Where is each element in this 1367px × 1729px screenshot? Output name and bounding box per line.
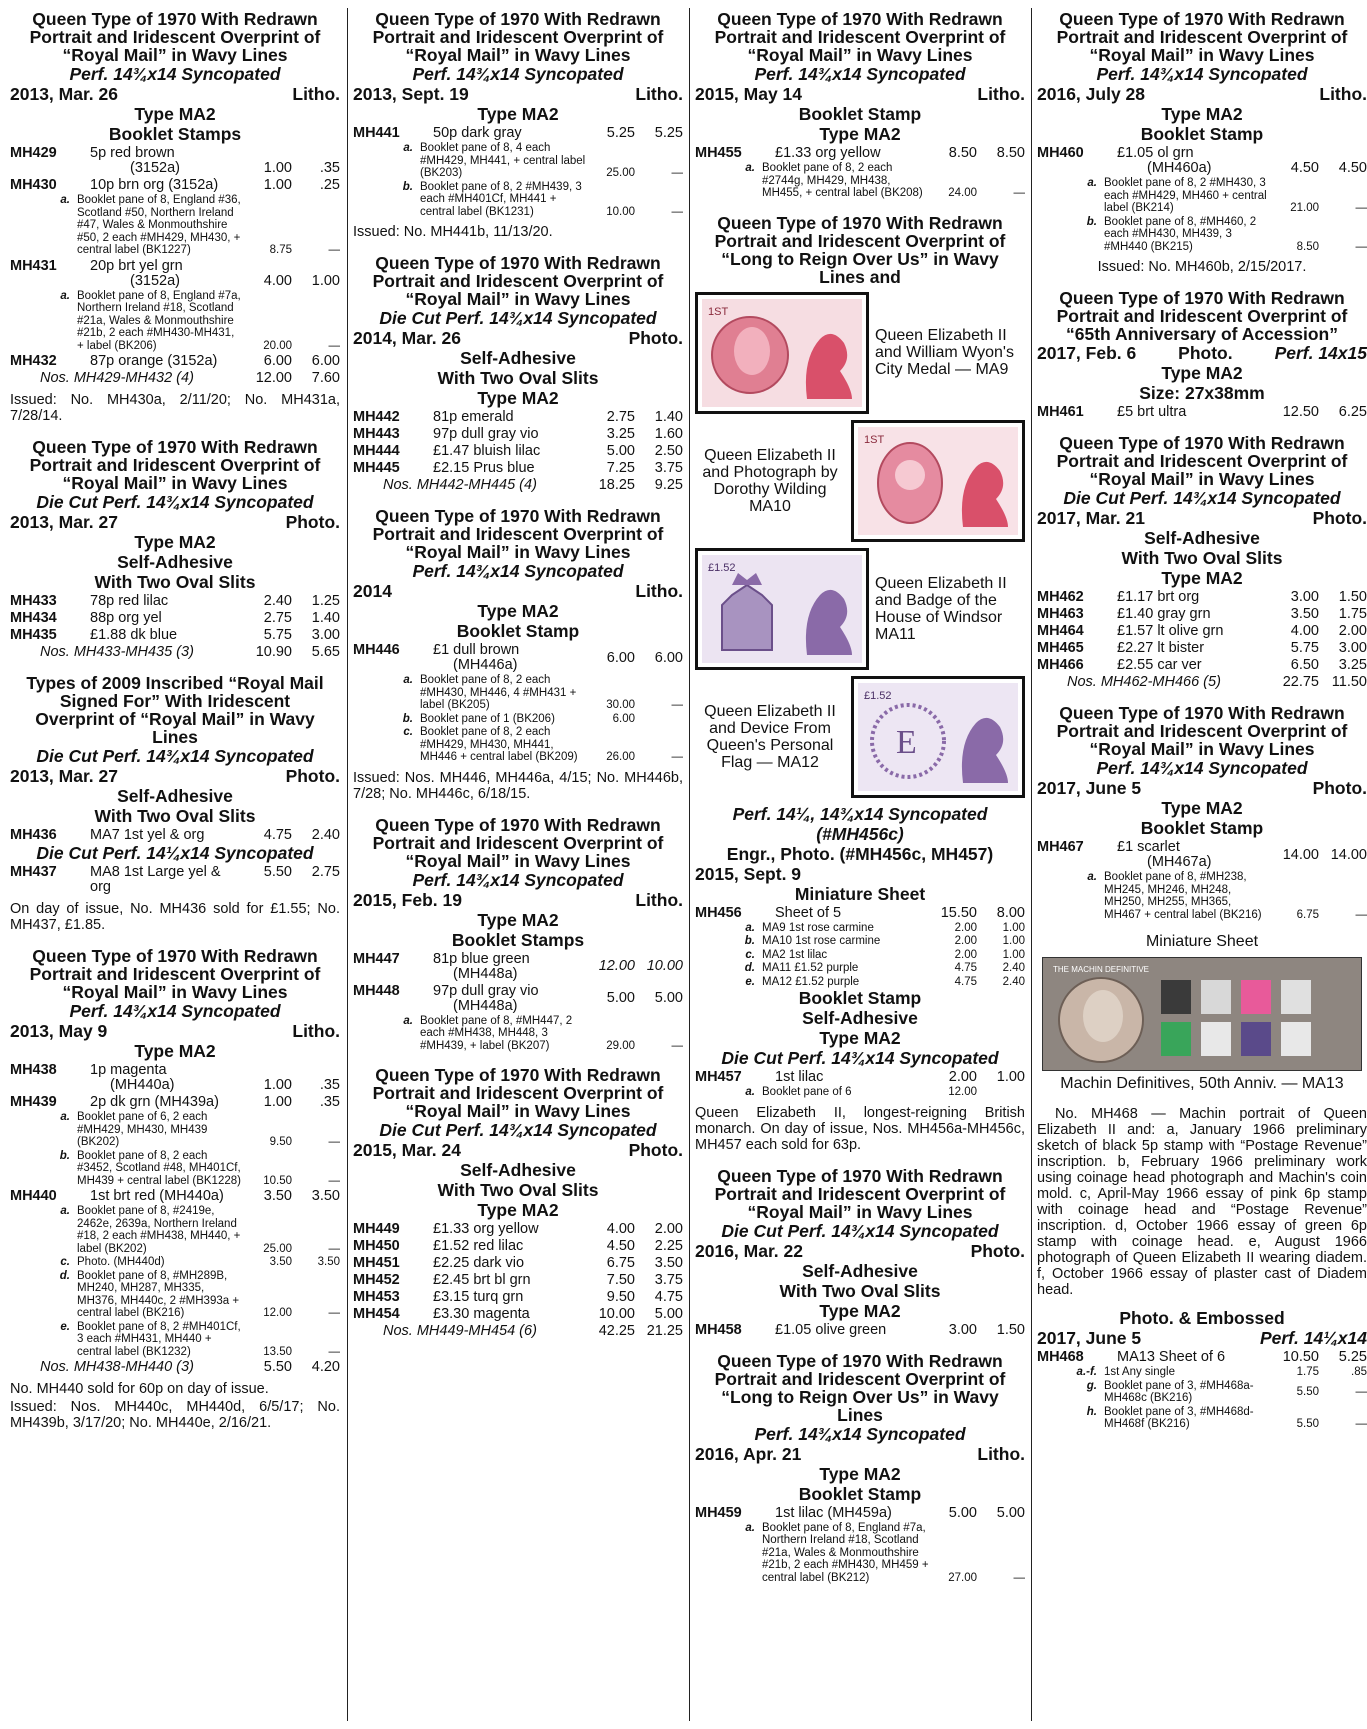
perf-line: Perf. 14¾x14 Syncopated	[754, 64, 966, 84]
type-line: Self-Adhesive	[117, 786, 233, 806]
type-line: Type MA2	[477, 1200, 559, 1220]
sub-row: a. Booklet pane of 8, #MH238, MH245, MH246, MH248, MH250, MH255, MH365, MH467 + central label (BK216) 6.75 —	[1087, 871, 1367, 921]
stamp-row: MH451 £2.25 dark vio 6.75 3.50	[353, 1255, 683, 1271]
type-line: Type MA2	[819, 1463, 901, 1484]
perf-line: Perf. 14¾x14 Syncopated	[412, 561, 624, 581]
perf-line: Die Cut Perf. 14¾x14 Syncopated	[36, 746, 314, 766]
perf-line: Die Cut Perf. 14¾x14 Syncopated	[36, 492, 314, 512]
listing-block	[353, 10, 683, 240]
stamp-row: MH435 £1.88 dk blue 5.75 3.00	[10, 627, 340, 643]
stamp-figure	[695, 420, 1025, 542]
stamp-row: MH464 £1.57 lt olive grn 4.00 2.00	[1037, 623, 1367, 639]
heading: Queen Type of 1970 With Redrawn Portrait and Iridescent Overprint of “Royal Mail” in Wavy Lines	[29, 946, 321, 1002]
type-line: Type MA2	[819, 124, 901, 144]
stamp-row: MH454 £3.30 magenta 10.00 5.00	[353, 1306, 683, 1322]
type-line: Type MA2	[1161, 798, 1243, 818]
stamp-row: MH433 78p red lilac 2.40 1.25	[10, 593, 340, 609]
heading: Queen Type of 1970 With Redrawn Portrait and Iridescent Overprint of “Royal Mail” in Wavy Lines	[714, 9, 1006, 65]
type-line: Self-Adhesive	[802, 1260, 918, 1281]
stamp-row: MH455 £1.33 org yellow 8.50 8.50	[695, 145, 1025, 161]
type-line: Self-Adhesive	[460, 1160, 576, 1180]
listing-block	[10, 438, 340, 660]
type-line: Booklet Stamp	[456, 621, 580, 641]
sub-row: d. MA11 £1.52 purple 4.75 2.40	[744, 962, 1025, 974]
stamp-row: MH431 20p brt yel grn (3152a) 4.00 1.00	[10, 257, 340, 289]
heading: Queen Type of 1970 With Redrawn Portrait and Iridescent Overprint of “Royal Mail” in Wavy Lines	[372, 814, 664, 871]
heading: Queen Type of 1970 With Redrawn Portrait and Iridescent Overprint of “Royal Mail” in Wavy Lines	[1056, 9, 1348, 65]
type-line: Self-Adhesive	[460, 348, 576, 368]
type-line: Type MA2	[477, 104, 559, 124]
stamp-row: MH440 1st brt red (MH440a) 3.50 3.50	[10, 1188, 340, 1204]
sub-row: e. MA12 £1.52 purple 4.75 2.40	[745, 975, 1025, 988]
type-line: With Two Oval Slits	[437, 1180, 599, 1200]
date-line: 2016, Apr. 21 Litho.	[695, 1443, 1025, 1464]
stamp-row: MH465 £2.27 lt bister 5.75 3.00	[1037, 640, 1367, 656]
listing-block	[10, 674, 340, 933]
heading: Queen Type of 1970 With Redrawn Portrait and Iridescent Overprint of “Royal Mail” in Wavy Lines	[29, 437, 321, 493]
stamp-row: MH439 2p dk grn (MH439a) 1.00 .35	[10, 1094, 340, 1110]
column-rule	[1031, 8, 1032, 1721]
stamp-row: MH430 10p brn org (3152a) 1.00 .25	[10, 177, 340, 193]
date-line: 2013, Mar. 27 Photo.	[10, 512, 340, 532]
sub-row: a. Booklet pane of 8, 2 each #MH430, MH446, 4 #MH431 + label (BK205) 30.00 —	[403, 674, 683, 711]
stamp-row: MH453 £3.15 turq grn 9.50 4.75	[353, 1289, 683, 1305]
date-line: 2015, Feb. 19 Litho.	[353, 889, 683, 910]
sub-row: a. Booklet pane of 6, 2 each #MH429, MH430, MH439 (BK202) 9.50 —	[60, 1111, 340, 1148]
heading: Queen Type of 1970 With Redrawn Portrait and Iridescent Overprint of “Royal Mail” in Wavy Lines	[1056, 703, 1348, 759]
column-3	[695, 10, 1025, 1598]
sub-row: a. Booklet pane of 6 12.00	[745, 1086, 977, 1098]
stamp-image-ma9	[695, 292, 869, 414]
miniature-sheet-image	[1042, 957, 1362, 1071]
sub-row: d. Booklet pane of 8, #MH289B, MH240, MH287, MH335, MH376, MH440c, 2 #MH393a + central label (BK216) 12.00 —	[59, 1269, 340, 1319]
column-2	[353, 10, 683, 1353]
sub-row: a. Booklet pane of 8, 4 each #MH429, MH441, + central label (BK203) 25.00 —	[403, 142, 683, 179]
perf-line: Die Cut Perf. 14¾x14 Syncopated	[721, 1048, 999, 1068]
listing-block	[10, 947, 340, 1431]
date-line: 2015, Sept. 9	[695, 863, 802, 884]
stamp-row: MH467 £1 scarlet (MH467a) 14.00 14.00	[1037, 839, 1367, 870]
listing-block	[353, 507, 683, 802]
date-line: 2014 Litho.	[353, 581, 683, 601]
sub-row: a. Booklet pane of 8, England #7a, Northern Ireland #18, Scotland #21a, Wales & Monmouthshire #21b, 2 each #MH430-MH431, + label (BK206) 20.00 —	[60, 289, 340, 352]
column-4	[1037, 10, 1367, 1445]
perf-line: Die Cut Perf. 14¾x14 Syncopated	[379, 308, 657, 328]
date-line: 2013, Mar. 27 Photo.	[10, 766, 340, 786]
stamp-row: MH468 MA13 Sheet of 6 10.50 5.25	[1037, 1349, 1367, 1365]
stamp-image-ma12	[851, 676, 1025, 798]
stamp-row: MH443 97p dull gray vio 3.25 1.60	[353, 426, 683, 442]
listing-block	[695, 10, 1025, 200]
type-line: With Two Oval Slits	[94, 572, 256, 592]
sub-row: a. MA9 1st rose carmine 2.00 1.00	[745, 921, 1025, 934]
stamp-row: MH447 81p blue green (MH448a) 12.00 10.00	[353, 950, 683, 982]
stamp-figure	[695, 292, 1025, 414]
type-line: Type MA2	[1161, 568, 1243, 588]
sub-row: a.-f. 1st Any single 1.75 .85	[1076, 1366, 1367, 1378]
date-line: 2013, May 9 Litho.	[10, 1021, 340, 1041]
date-line: 2017, Feb. 6 Photo. Perf. 14x15	[1037, 343, 1367, 363]
heading: Queen Type of 1970 With Redrawn Portrait and Iridescent Overprint of “Royal Mail” in Wavy Lines	[29, 9, 321, 65]
stamp-row: MH449 £1.33 org yellow 4.00 2.00	[353, 1221, 683, 1237]
type-line: Photo. & Embossed	[1119, 1308, 1285, 1328]
miniature-sheet-caption: Machin Definitives, 50th Anniv. — MA13	[1060, 1075, 1344, 1092]
heading: Queen Type of 1970 With Redrawn Portrait and Iridescent Overprint of “Long to Reign Over Us” in Wavy Lines and	[714, 212, 1006, 287]
date-line: 2017, Mar. 21 Photo.	[1037, 508, 1367, 528]
date-line: 2014, Mar. 26 Photo.	[353, 328, 683, 348]
stamp-denomination: 1ST	[708, 305, 729, 318]
type-line: Self-Adhesive	[1144, 528, 1260, 548]
stamp-row: MH460 £1.05 ol grn (MH460a) 4.50 4.50	[1037, 145, 1367, 176]
type-line: Self-Adhesive	[802, 1008, 918, 1028]
note: Issued: No. MH460b, 2/15/2017.	[1097, 259, 1307, 275]
perf-line: Die Cut Perf. 14¼x14 Syncopated	[36, 843, 314, 863]
note: Issued: No. MH441b, 11/13/20.	[353, 224, 553, 240]
perf-line: (#MH456c)	[816, 823, 904, 844]
perf-line: Perf. 14¾x14 Syncopated	[1096, 64, 1308, 84]
sub-row: a. Booklet pane of 8, England #36, Scotland #50, Northern Ireland #47, Wales & Monmouthshire #50, 2 each #MH429, MH430, + central label (BK1227) 8.75 —	[60, 194, 340, 256]
total-row: Nos. MH429-MH432 (4) 12.00 7.60	[40, 370, 340, 386]
type-line: Type MA2	[134, 532, 216, 552]
heading: Queen Type of 1970 With Redrawn Portrait and Iridescent Overprint of “Royal Mail” in Wavy Lines	[372, 506, 664, 562]
figure-caption: Queen Elizabeth II and Badge of the House of Windsor MA11	[875, 574, 1007, 643]
date-line: 2017, June 5 Photo.	[1037, 778, 1367, 798]
type-line: Size: 27x38mm	[1139, 383, 1265, 403]
perf-line: Perf. 14¾x14 Syncopated	[754, 1423, 966, 1444]
stamp-row: MH448 97p dull gray vio (MH448a) 5.00 5.00	[353, 982, 683, 1014]
perf-line: Perf. 14¾x14 Syncopated	[69, 64, 281, 84]
listing-block	[10, 10, 340, 424]
type-line: Type MA2	[134, 104, 216, 124]
figure-caption: Queen Elizabeth II and Photograph by Dorothy Wilding MA10	[702, 446, 838, 515]
heading: Queen Type of 1970 With Redrawn Portrait and Iridescent Overprint of “Royal Mail” in Wavy Lines	[1056, 433, 1348, 489]
sub-row: a. Booklet pane of 8, #2419e, 2462e, 2639a, Northern Ireland #18, 2 each #MH438, MH440, + label (BK202) 25.00 —	[60, 1205, 340, 1255]
stamp-row: MH452 £2.45 brt bl grn 7.50 3.75	[353, 1272, 683, 1288]
sub-row: h. Booklet pane of 3, #MH468d-MH468f (BK216) 5.50 —	[1086, 1405, 1367, 1430]
listing-block	[1037, 704, 1367, 1431]
stamp-row: MH466 £2.55 car ver 6.50 3.25	[1037, 657, 1367, 673]
figure-caption: Queen Elizabeth II and Device From Queen's Personal Flag — MA12	[704, 702, 836, 771]
type-line: With Two Oval Slits	[1121, 548, 1283, 568]
note: On day of issue, No. MH436 sold for £1.55; No. MH437, £1.85.	[10, 901, 340, 933]
total-row: Nos. MH462-MH466 (5) 22.75 11.50	[1067, 674, 1367, 690]
stamp-row: MH437 MA8 1st Large yel & org 5.50 2.75	[10, 864, 340, 895]
heading: Queen Type of 1970 With Redrawn Portrait and Iridescent Overprint of “Long to Reign Over Us” in Wavy Lines	[714, 1350, 1006, 1425]
type-line: With Two Oval Slits	[779, 1280, 941, 1301]
sub-row: c. Booklet pane of 8, 2 each #MH429, MH430, MH441, MH446 + central label (BK209) 26.00 —	[403, 726, 683, 763]
stamp-row: MH438 1p magenta (MH440a) 1.00 .35	[10, 1062, 340, 1093]
type-line: Booklet Stamp	[1140, 818, 1264, 838]
type-line: Type MA2	[477, 601, 559, 621]
stamp-row: MH461 £5 brt ultra 12.50 6.25	[1037, 404, 1367, 420]
sub-row: b. Booklet pane of 1 (BK206) 6.00	[402, 712, 635, 725]
date-line: 2013, Sept. 19 Litho.	[353, 84, 683, 104]
note: No. MH440 sold for 60p on day of issue.	[10, 1381, 269, 1397]
stamp-row: MH463 £1.40 gray grn 3.50 1.75	[1037, 606, 1367, 622]
stamp-row: MH458 £1.05 olive green 3.00 1.50	[695, 1321, 1025, 1338]
type-line: Booklet Stamp	[798, 104, 922, 124]
stamp-figure	[695, 676, 1025, 798]
stamp-row: MH441 50p dark gray 5.25 5.25	[353, 125, 683, 141]
note: Issued: Nos. MH440c, MH440d, 6/5/17; No. MH439b, 3/17/20; No. MH440e, 2/16/21.	[10, 1399, 340, 1431]
stamp-row: MH462 £1.17 brt org 3.00 1.50	[1037, 589, 1367, 605]
type-line: Booklet Stamps	[451, 929, 585, 950]
sub-row: b. Booklet pane of 8, 2 each #3452, Scotland #48, MH401Cf, MH439 + central label (BK1228) 10.50 —	[59, 1149, 340, 1187]
sub-row: b. Booklet pane of 8, #MH460, 2 each #MH430, MH439, 3 #MH440 (BK215) 8.50 —	[1086, 215, 1367, 253]
total-row: Nos. MH449-MH454 (6) 42.25 21.25	[383, 1323, 683, 1339]
sub-row: e. Booklet pane of 8, 2 #MH401Cf, 3 each #MH431, MH440 + central label (BK1232) 13.50 —	[60, 1320, 340, 1358]
sub-row: c. MA2 1st lilac 2.00 1.00	[745, 948, 1025, 961]
type-line: Type MA2	[477, 909, 559, 930]
stamp-row: MH445 £2.15 Prus blue 7.25 3.75	[353, 460, 683, 476]
listing-block	[695, 1167, 1025, 1338]
miniature-sheet-label: Miniature Sheet	[1145, 933, 1259, 950]
listing-block	[695, 1352, 1025, 1585]
type-line: Booklet Stamp	[798, 988, 922, 1008]
stamp-row: MH446 £1 dull brown (MH446a) 6.00 6.00	[353, 642, 683, 673]
note: Issued: Nos. MH446, MH446a, 4/15; No. MH446b, 7/28; No. MH446c, 6/18/15.	[353, 769, 683, 802]
sub-row: c. Photo. (MH440d) 3.50 3.50	[60, 1256, 340, 1268]
stamp-letter: E	[896, 723, 917, 761]
type-line: Type MA2	[1161, 363, 1243, 383]
sub-row: a. Booklet pane of 8, 2 #MH430, 3 each #MH429, MH460 + central label (BK214) 21.00 —	[1087, 177, 1367, 214]
type-line: Booklet Stamps	[108, 124, 242, 144]
listing-block	[1037, 10, 1367, 275]
total-row: Nos. MH442-MH445 (4) 18.25 9.25	[383, 477, 683, 493]
listing-block	[353, 1066, 683, 1339]
listing-block	[1037, 289, 1367, 420]
type-line: Self-Adhesive	[117, 552, 233, 572]
heading: Queen Type of 1970 With Redrawn Portrait and Iridescent Overprint of “Royal Mail” in Wavy Lines	[372, 9, 664, 65]
column-rule	[347, 8, 348, 1721]
date-line: 2016, July 28 Litho.	[1037, 84, 1367, 104]
sub-row: b. Booklet pane of 8, 2 #MH439, 3 each #MH401Cf, MH441 + central label (BK1231) 10.00 —	[402, 180, 683, 218]
sheet-title: THE MACHIN DEFINITIVE	[1053, 965, 1150, 974]
stamp-figure	[695, 548, 1025, 670]
column-rule	[689, 8, 690, 1721]
total-row: Nos. MH433-MH435 (3) 10.90 5.65	[40, 644, 340, 660]
sub-row: g. Booklet pane of 3, #MH468a-MH468c (BK216) 5.50 —	[1086, 1379, 1367, 1404]
stamp-row: MH457 1st lilac 2.00 1.00	[695, 1069, 1025, 1085]
type-line: Booklet Stamp	[1140, 124, 1264, 144]
perf-line: Perf. 14¼, 14¾x14 Syncopated	[732, 803, 988, 824]
date-line: 2013, Mar. 26 Litho.	[10, 84, 340, 104]
note: Queen Elizabeth II, longest-reigning British monarch. On day of issue, Nos. MH456a-MH456c, MH457 each sold for 63p.	[695, 1104, 1025, 1153]
type-line: Type MA2	[1161, 104, 1243, 124]
type-line: With Two Oval Slits	[94, 806, 256, 826]
sub-row: b. MA10 1st rose carmine 2.00 1.00	[744, 935, 1025, 947]
listing-block	[695, 214, 1025, 1153]
stamp-row: MH436 MA7 1st yel & org 4.75 2.40	[10, 827, 340, 843]
listing-block	[1037, 434, 1367, 690]
stamp-row: MH432 87p orange (3152a) 6.00 6.00	[10, 353, 340, 369]
listing-block	[353, 254, 683, 493]
perf-line: Perf. 14¾x14 Syncopated	[1096, 758, 1308, 778]
paragraph: No. MH468 — Machin portrait of Queen Elizabeth II and: a, January 1966 preliminary sketch of black 5p stamp with “Postage Revenue” inscription. b, February 1966 preliminary work using coinage head photograph and Machin's coin mold. c, April-May 1966 essay of pink 6p stamp with coinage head and “Postage Revenue” inscription. d, October 1966 essay of green 6p stamp with coinage head. e, August 1966 photograph of Queen Elizabeth II wearing diadem. f, October 1966 essay of plaster cast of Diadem head.	[1037, 1106, 1367, 1298]
stamp-row: MH459 1st lilac (MH459a) 5.00 5.00	[695, 1504, 1025, 1521]
sub-row: a. Booklet pane of 8, #MH447, 2 each #MH438, MH448, 3 #MH439, + label (BK207) 29.00 —	[403, 1014, 683, 1052]
stamp-denomination: £1.52	[864, 689, 892, 702]
stamp-row: MH434 88p org yel 2.75 1.40	[10, 610, 340, 626]
type-line: Booklet Stamp	[798, 1483, 922, 1504]
process-line: Engr., Photo. (#MH456c, MH457)	[726, 843, 994, 864]
perf-line: Die Cut Perf. 14¾x14 Syncopated	[1063, 488, 1341, 508]
perf-line: Perf. 14¾x14 Syncopated	[69, 1001, 281, 1021]
listing-block	[353, 816, 683, 1053]
perf-line: Die Cut Perf. 14¾x14 Syncopated	[379, 1120, 657, 1140]
perf-line: Die Cut Perf. 14¾x14 Syncopated	[721, 1220, 999, 1241]
stamp-denomination: 1ST	[864, 433, 885, 446]
heading: Queen Type of 1970 With Redrawn Portrait and Iridescent Overprint of “65th Anniversary of Accession”	[1056, 288, 1348, 344]
heading: Queen Type of 1970 With Redrawn Portrait and Iridescent Overprint of “Royal Mail” in Wavy Lines	[372, 1065, 664, 1121]
column-1	[10, 10, 340, 1445]
type-line: Type MA2	[819, 1028, 901, 1048]
note: Issued: No. MH430a, 2/11/20; No. MH431a, 7/28/14.	[10, 392, 340, 424]
stamp-image-ma10	[851, 420, 1025, 542]
stamp-image-ma11	[695, 548, 869, 670]
heading: Types of 2009 Inscribed “Royal Mail Signed For” With Iridescent Overprint of “Royal Mail” in Wavy Lines	[26, 673, 324, 747]
figure-caption: Queen Elizabeth II and William Wyon's City Medal — MA9	[875, 327, 1014, 378]
stamp-row: MH429 5p red brown (3152a) 1.00 .35	[10, 145, 340, 176]
heading: Queen Type of 1970 With Redrawn Portrait and Iridescent Overprint of “Royal Mail” in Wavy Lines	[714, 1165, 1006, 1222]
sub-row: a. Booklet pane of 8, England #7a, Northern Ireland #18, Scotland #21a, Wales & Monmouthshire #21b, 2 each #MH430, MH459 + central label (BK212) 27.00 —	[745, 1521, 1025, 1584]
stamp-denomination: £1.52	[708, 561, 736, 574]
stamp-row: MH456 Sheet of 5 15.50 8.00	[695, 904, 1025, 921]
type-line: Miniature Sheet	[794, 883, 926, 904]
date-line: 2017, June 5 Perf. 14¼x14	[1037, 1328, 1367, 1348]
stamp-row: MH444 £1.47 bluish lilac 5.00 2.50	[353, 443, 683, 459]
type-line: With Two Oval Slits	[437, 368, 599, 388]
perf-line: Perf. 14¾x14 Syncopated	[412, 869, 624, 890]
perf-line: Perf. 14¾x14 Syncopated	[412, 64, 624, 84]
type-line: Type MA2	[819, 1300, 901, 1321]
sub-row: a. Booklet pane of 8, 2 each #2744g, MH429, MH438, MH455, + central label (BK208) 24.00 —	[745, 162, 1025, 199]
date-line: 2016, Mar. 22 Photo.	[695, 1240, 1025, 1261]
heading: Queen Type of 1970 With Redrawn Portrait and Iridescent Overprint of “Royal Mail” in Wavy Lines	[372, 253, 664, 309]
type-line: Type MA2	[134, 1041, 216, 1061]
date-line: 2015, May 14 Litho.	[695, 84, 1025, 104]
stamp-row: MH442 81p emerald 2.75 1.40	[353, 409, 683, 425]
total-row: Nos. MH438-MH440 (3) 5.50 4.20	[40, 1359, 340, 1375]
date-line: 2015, Mar. 24 Photo.	[353, 1140, 683, 1160]
type-line: Type MA2	[477, 388, 559, 408]
stamp-row: MH450 £1.52 red lilac 4.50 2.25	[353, 1238, 683, 1254]
